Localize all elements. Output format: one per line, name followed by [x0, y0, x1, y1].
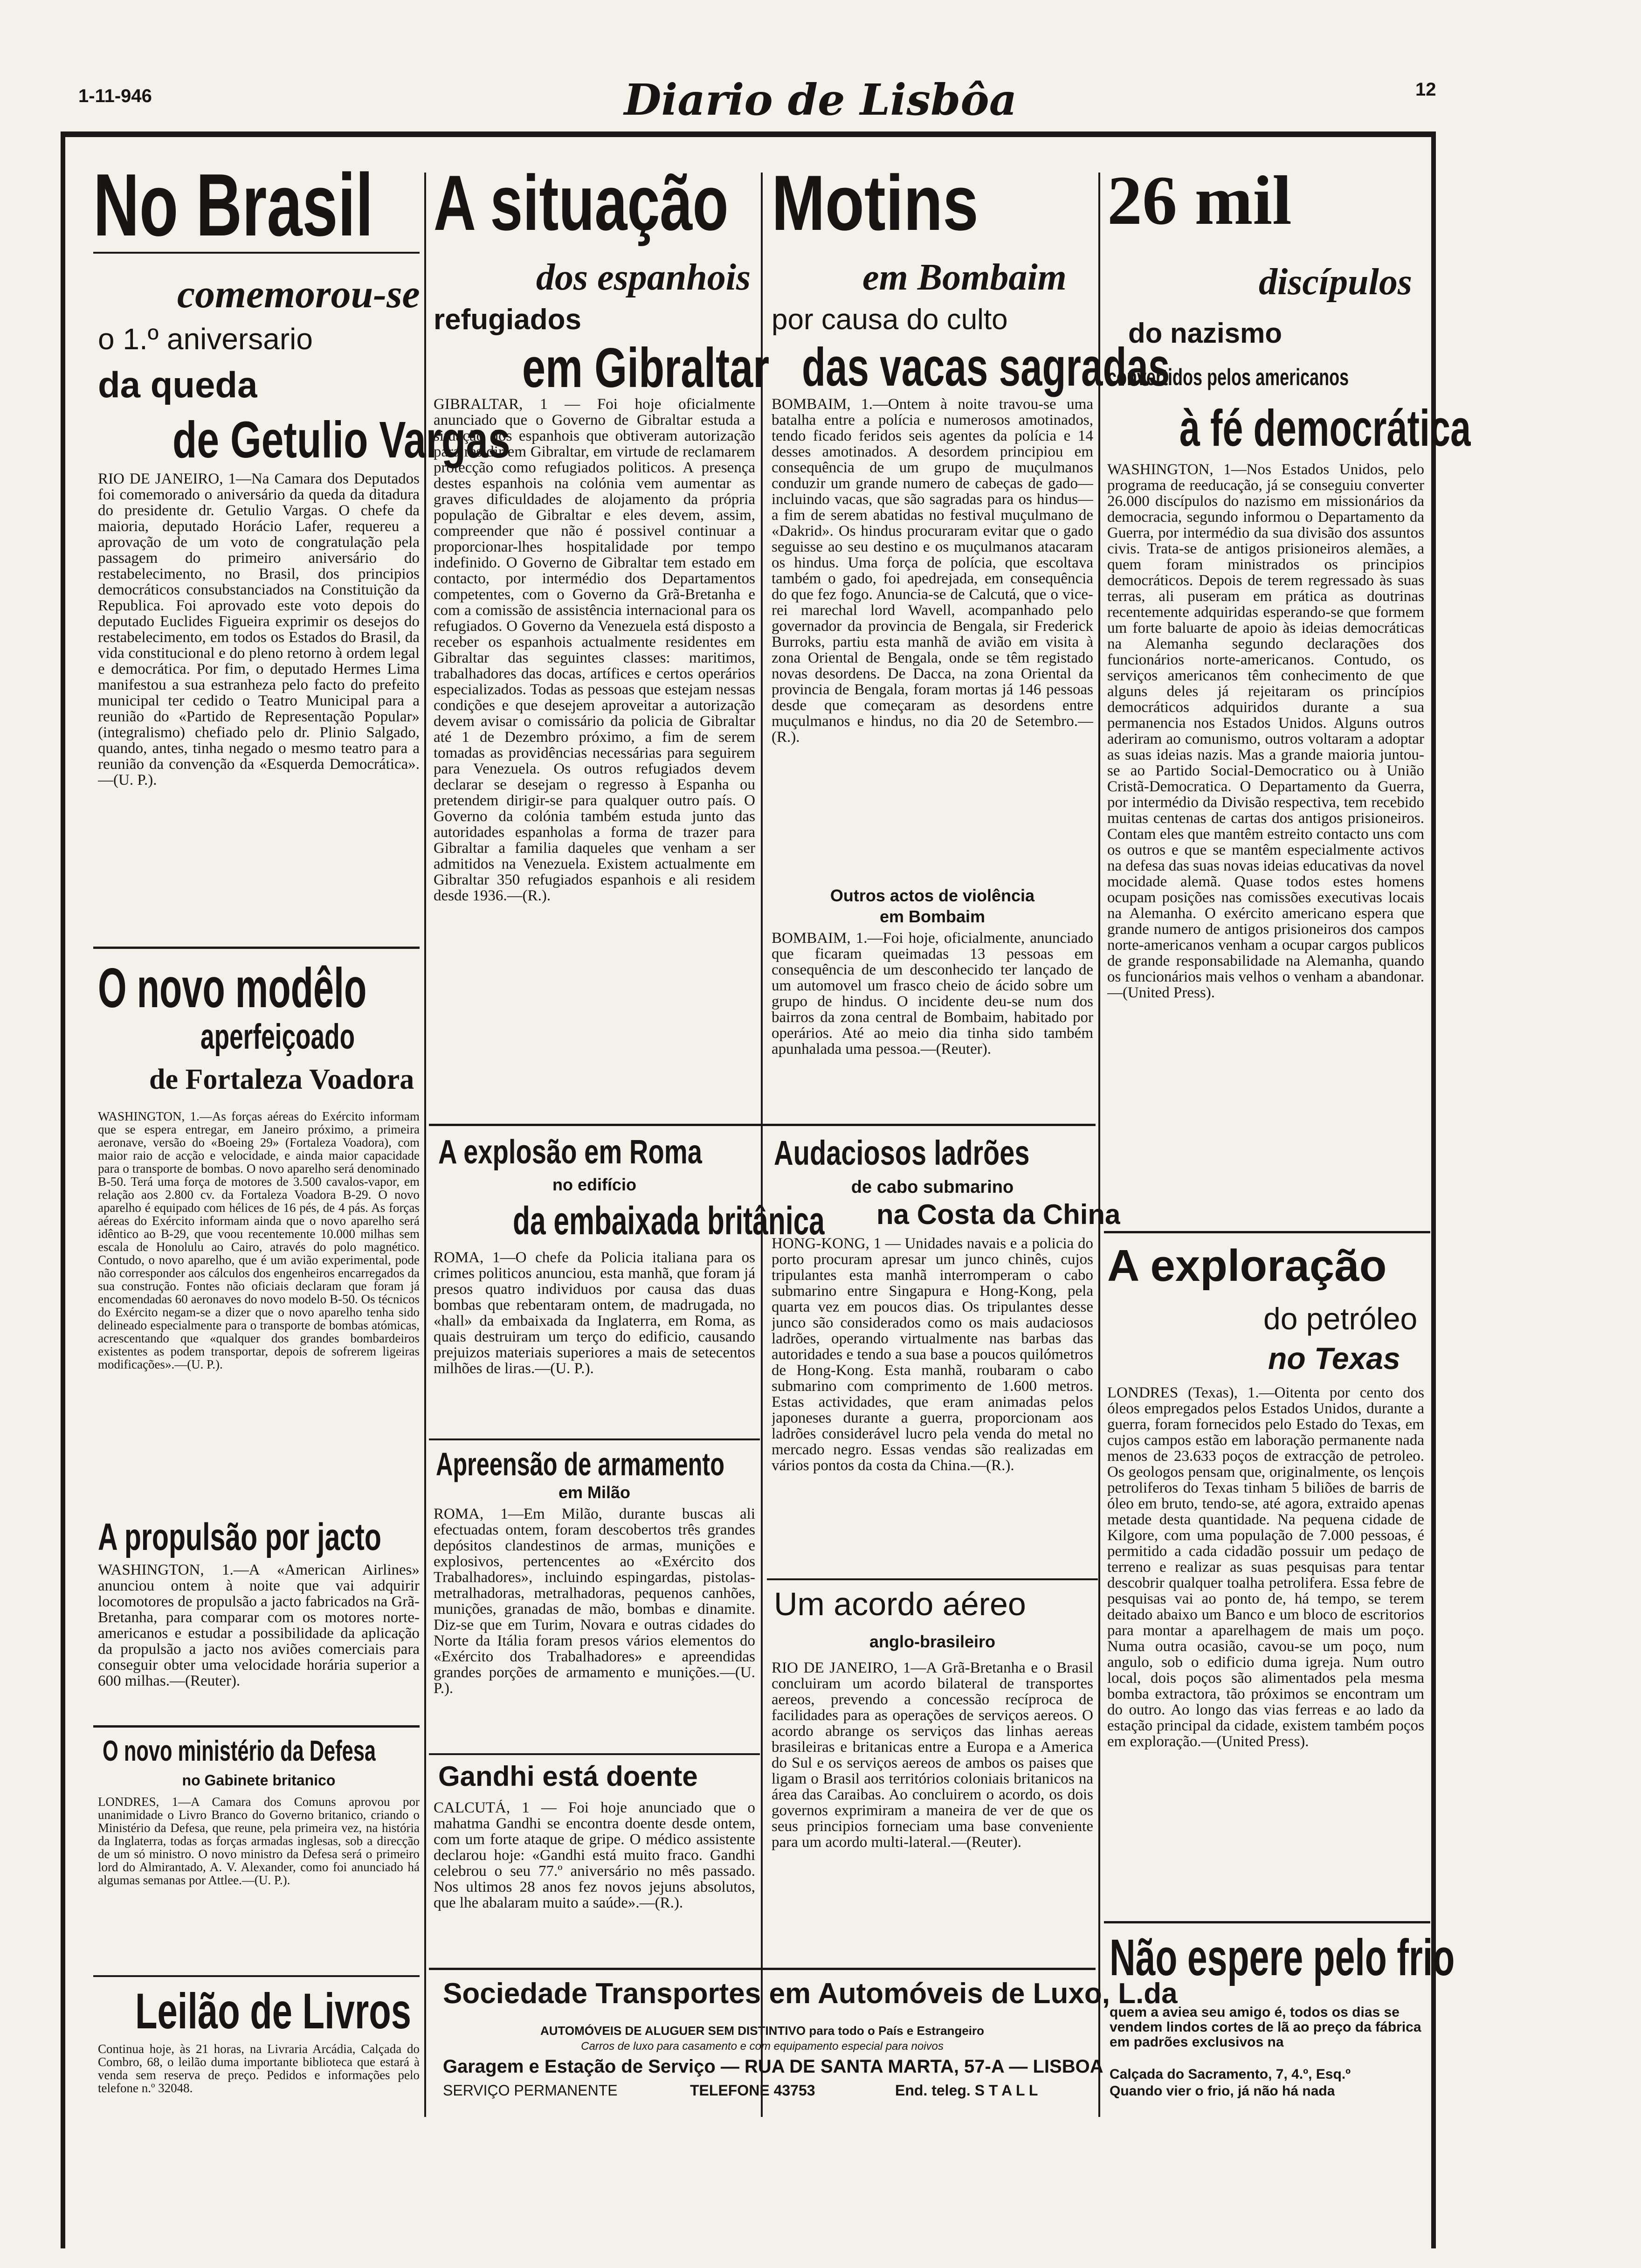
frio-headline: Não espere pelo frio	[1110, 1929, 1455, 1986]
ladroes-subhead-2: na Costa da China	[876, 1199, 1121, 1230]
propulsao-article-body: WASHINGTON, 1.—A «American Airlines» anunciou ontem à noite que vai adquirir locomotores de propulsão a jacto fabricados na Grã-Bretanha, para comparar com os motores norte-americanos e estudar a possibilidade da aplicação da propulsão a jacto nos aviões comerciais para conseguir obter uma velocidade horária superior a 600 milhas.—(Reuter).	[98, 1562, 420, 1689]
newspaper-title: Diario de Lisbôa	[624, 75, 1017, 125]
ladroes-headline: Audaciosos ladrões	[774, 1134, 1030, 1172]
fortaleza-article-body: WASHINGTON, 1.—As forças aéreas do Exército informam que se espera entregar, em Janeiro próximo, a primeira aeronave, versão do «Boeing 29» (Fortaleza Voadora), com maior raio de acção e velocidade, e ainda maior capacidade para o transporte de bombas. O novo aparelho será denominado B-50. Terá uma força de motores de 3.500 cavalos-vapor, em relação aos 2.800 cv. da Fortaleza Voadora B-29. O novo aparelho é equipado com hélices de 16 pés, de 4 pás. As forças aéreas do Exército informam ainda que o novo aparelho será idêntico ao B-29, que voou recentemente 10.000 milhas sem escala de Honolulu ao Cairo, através do polo magnético. Contudo, o novo aparelho, que é um avião experimental, pode não corresponder aos cálculos dos engenheiros encarregados da sua construção. Fontes não oficiais declaram que foram já encomendadas 60 aeronaves do novo modelo B-50. Os técnicos do Exército negam-se a dizer que o novo aparelho tenha sido delineado especialmente para o transporte de bombas atómicas, acrescentando que «qualquer dos grandes bombardeiros existentes as podem transportar, depois de sofrerem ligeiras modificações».—(U. P.).	[98, 1110, 420, 1371]
petroleo-subhead-2: no Texas	[1268, 1341, 1400, 1376]
leilao-headline: Leilão de Livros	[135, 1983, 412, 2039]
nazismo-headline: 26 mil	[1107, 162, 1292, 239]
frio-address: Calçada do Sacramento, 7, 4.º, Esq.º	[1110, 2067, 1351, 2082]
divider-c1-1	[93, 947, 420, 949]
armamento-headline: Apreensão de armamento	[436, 1446, 725, 1482]
divider-c1-2	[93, 1725, 420, 1728]
nazismo-subhead-4: à fé democrática	[1179, 400, 1471, 457]
divider-c4-1	[1104, 1231, 1430, 1233]
ad-line-1: AUTOMÓVEIS DE ALUGUER SEM DISTINTIVO para todo o País e Estrangeiro	[540, 2024, 985, 2038]
motins-kicker-2: em Bombaim	[879, 907, 986, 926]
motins-kicker-1: Outros actos de violência	[830, 886, 1035, 905]
frame-left-rule	[61, 131, 65, 2248]
nazismo-subhead-1: discípulos	[1259, 262, 1412, 303]
frio-body: quem a aviea seu amigo é, todos os dias se vendem lindos cortes de lã ao preço da fábrica em padrões exclusivos na	[1110, 2005, 1421, 2050]
divider-c3-1	[767, 1578, 1098, 1580]
brasil-headline: No Brasil	[93, 159, 373, 252]
gibraltar-headline: A situação	[434, 159, 729, 247]
roma-subhead-1: no edifício	[552, 1175, 636, 1194]
brasil-subhead-1: comemorou-se	[177, 271, 420, 316]
brasil-article-body: RIO DE JANEIRO, 1—Na Camara dos Deputados foi comemorado o aniversário da queda da ditadura do presidente dr. Getulio Vargas. O chefe da maioria, deputado Horácio Lafer, requereu a aprovação de um voto de congratulação pela passagem do primeiro aniversário do restabelecimento, no Brasil, dos principios democráticos consubstanciados na Constituição da Republica. Foi aprovado este voto depois do deputado Euclides Figueira exprimir os desejos do restabelecimento, em todos os Estados do Brasil, da vida constitucional e do pleno retorno à ordem legal e democrática. Por fim, o deputado Hermes Lima manifestou a sua estranheza pelo facto do prefeito municipal ter cedido o Teatro Municipal para a reunião do «Partido de Representação Popular» (integralismo) chefiado pelo dr. Plinio Salgado, quando, antes, tinha negado o mesmo teatro para a reunião da convenção da «Esquerda Democrática».—(U. P.).	[98, 471, 420, 788]
nazismo-subhead-2: do nazismo	[1128, 318, 1282, 349]
motins-subhead-3: das vacas sagradas	[802, 337, 1170, 397]
fortaleza-headline: O novo modêlo	[98, 957, 367, 1019]
fortaleza-subhead-1: aperfeiçoado	[200, 1017, 355, 1057]
ladroes-article-body: HONG-KONG, 1 — Unidades navais e a policia do porto procuram apresar um junco chinês, cujos tripulantes esta manhã interromperam o cabo submarino entre Singapura e Hong-Kong, pela quarta vez em poucos dias. Os tripulantes desse junco são considerados como os mais audaciosos ladrões, operando virtualmente nas barbas das autoridades e tendo a sua base a poucos quilómetros de Hong-Kong. Esta manhã, roubaram o cabo submarino com comprimento de 1.600 metros. Estas actividades, que eram animadas pelos japoneses durante a guerra, proporcionam aos ladrões considerável lucro pela venda do metal no mercado negro. Essas vendas são realizadas em vários pontos da costa da China.—(R.).	[772, 1236, 1093, 1474]
brasil-headline-rule	[93, 252, 420, 254]
nazismo-subhead-3: convertidos pelos americanos	[1107, 364, 1349, 390]
propulsao-headline: A propulsão por jacto	[98, 1516, 381, 1558]
acordo-headline: Um acordo aéreo	[774, 1586, 1026, 1622]
divider-c1-3	[93, 1975, 420, 1977]
roma-article-body: ROMA, 1—O chefe da Policia italiana para os crimes politicos anunciou, esta manhã, que foram já presos quatro individuos por causa das duas bombas que rebentaram ontem, de madrugada, no «hall» da embaixada da Inglaterra, em Roma, as quais destruiram um terço do edificio, causando prejuizos materiais superiores a mais de setecentos milhões de liras.—(U. P.).	[434, 1250, 755, 1377]
ad-company-name: Sociedade Transportes em Automóveis de Luxo, L.da	[443, 1978, 1178, 2010]
roma-headline: A explosão em Roma	[438, 1134, 702, 1171]
gibraltar-subhead-1: dos espanhois	[536, 257, 751, 298]
brasil-subhead-3: da queda	[98, 364, 258, 405]
petroleo-subhead-1: do petróleo	[1263, 1301, 1418, 1336]
gandhi-article-body: CALCUTÁ, 1 — Foi hoje anunciado que o mahatma Gandhi se encontra doente desde ontem, com um forte ataque de gripe. O médico assistente declarou hoje: «Gandhi está muito fraco. Gandhi celebrou o seu 77.º aniversário no mês passado. Nos ultimos 28 anos fez novos jejuns absolutos, que lhe abalaram muito a saúde».—(R.).	[434, 1800, 755, 1911]
petroleo-headline: A exploração	[1107, 1241, 1387, 1291]
motins-subhead-2: por causa do culto	[772, 304, 1008, 336]
acordo-article-body: RIO DE JANEIRO, 1—A Grã-Bretanha e o Brasil concluiram um acordo bilateral de transportes aereos, prevendo a concessão recíproca de facilidades para as operações de serviços aereos. O acordo abrange os serviços das linhas aereas brasileiras e britanicas entre a Europa e a America do Sul e os serviços aereos de ambos os paises que ligam o Brasil aos territórios coloniais britanicos na área das Caraibas. Ao concluirem o acordo, os dois governos exprimiram a maneira de ver de que os seus principios forneciam uma base conveniente para um acordo multi-lateral.—(Reuter).	[772, 1660, 1093, 1851]
defesa-subhead: no Gabinete britanico	[182, 1772, 336, 1789]
ad-phone: TELEFONE 43753	[690, 2082, 815, 2099]
brasil-subhead-4: de Getulio Vargas	[172, 411, 510, 469]
divider-c2-3	[429, 1753, 760, 1755]
brasil-subhead-2: o 1.º aniversario	[98, 322, 313, 356]
motins-headline: Motins	[772, 159, 979, 247]
divider-c2-2	[429, 1438, 760, 1440]
roma-subhead-2: da embaixada britânica	[513, 1199, 825, 1243]
ad-top-rule	[429, 1968, 1096, 1970]
gandhi-headline: Gandhi está doente	[438, 1761, 698, 1792]
nazismo-article-body: WASHINGTON, 1—Nos Estados Unidos, pelo programa de reeducação, já se conseguiu converter 26.000 discípulos do nazismo em missionários da democracia, segundo informou o Departamento da Guerra, por intermédio da sua divisão dos assuntos civis. Trata-se de antigos prisioneiros alemães, a quem foram ministrados os principios democráticos. Depois de terem regressado às suas terras, ali puseram em prática as doutrinas recentemente adquiridas esperando-se que formem um forte baluarte de apoio às ideias democráticas na Alemanha segundo declarações dos funcionários norte-americanos. Contudo, os serviços americanos têm conhecimento de que alguns deles já rejeitaram os princípios democráticos adquiridos durante a sua permanencia nos Estados Unidos. Alguns outros aderiram ao comunismo, outros voltaram a adoptar as suas ideias nazis. Mas a grande maioria juntou-se ao Partido Social-Democratico ou à União Cristã-Democratica. O Departamento da Guerra, por intermédio da Divisão respectiva, tem recebido muitas centenas de cartas dos antigos prisioneiros. Contam eles que mantêm estreito contacto uns com os outros e que se mantêm especialmente activos na defesa das suas novas ideias educativas da novel mocidade alemã. Quase todos estes homens ocupam posições nas comissões executivas locais na Alemanha. O exército americano espera que grande numero de antigos prisioneiros dos campos norte-americanos venham a ocupar cargos publicos de grande responsabilidade na Alemanha, quando os funcionários mais velhos o venham a abandonar.—(United Press).	[1107, 462, 1424, 1001]
ladroes-subhead-1: de cabo submarino	[851, 1177, 1014, 1197]
defesa-headline: O novo ministério da Defesa	[103, 1735, 376, 1767]
armamento-subhead: em Milão	[558, 1483, 631, 1502]
ad-line-3: Garagem e Estação de Serviço — RUA DE SANTA MARTA, 57-A — LISBOA	[443, 2056, 1103, 2077]
motins-article-body: BOMBAIM, 1.—Ontem à noite travou-se uma batalha entre a polícia e numerosos amotinados, tendo ficado feridos seis agentes da polícia e 14 desses amotinados. A desordem principiou em consequência de um grupo de muçulmanos conduzir um grande numero de cabeças de gado—incluindo vacas, que são sagradas para os hindus—a fim de serem abatidas no festival muçulmano de «Dakrid». Os hindus procuraram evitar que o gado seguisse ao seu destino e os muçulmanos atacaram os hindus. Uma força de polícia, que escoltava também o gado, foi apedrejada, em consequência do que fez fogo. Anuncia-se de Calcutá, que o vice-rei marechal lord Wavell, acompanhado pelo governador da provincia de Bengala, sir Frederick Burroks, partiu esta manhã de avião em visita à zona Oriental de Bengala, onde se têm registado novas desordens. De Dacca, na zona Oriental da provincia de Bengala, foram mortas já 146 pessoas desde que começaram as desordens entre muçulmanos e hindus, no dia 20 de Setembro.—(R.).	[772, 396, 1093, 746]
petroleo-article-body: LONDRES (Texas), 1.—Oitenta por cento dos óleos empregados pelos Estados Unidos, durante a guerra, foram fornecidos pelo Estado do Texas, em cujos campos estão em laboração permanente nada menos de 23.633 poços de extracção de petroleo. Os geologos pensam que, originalmente, os lençois petroliferos do Texas tinham 5 biliões de barris de óleo em bruto, tendo-se, até agora, extraido apenas metade desta quantidade. Na pequena cidade de Kilgore, com uma população de 7.000 pessoas, é permitido a cada cidadão possuir um pedaço de terreno e realizar as suas pesquisas para tentar descobrir qualquer toalha petrolifera. Essa febre de pesquisas vai ao ponto de, há tempo, se terem deitado abaixo um Banco e um bloco de escritorios para montar a aparelhagem de mais um poço. Numa outra ocasião, cavou-se um poço, num angulo, sob o edificio duma igreja. Num outro local, dois poços são alimentados pela mesma bomba extractora, tão próximos se encontram um do outro. Ao longo das vias ferreas e ao lado da estação principal da cidade, existem também poços em exploração.—(United Press).	[1107, 1385, 1424, 1750]
column-rule-2	[761, 173, 763, 2117]
ad-line-2: Carros de luxo para casamento e com equipamento especial para noivos	[581, 2040, 944, 2053]
gibraltar-subhead-2: refugiados	[434, 304, 581, 336]
ad-service: SERVIÇO PERMANENTE	[443, 2082, 618, 2099]
acordo-subhead: anglo-brasileiro	[869, 1632, 996, 1651]
gibraltar-article-body: GIBRALTAR, 1 — Foi hoje oficialmente anunciado que o Governo de Gibraltar estuda a situação dos espanhois que obtiveram autorização para residir em Gibraltar, em virtude de reclamarem protecção como refugiados politicos. A presença destes espanhois na colónia vem aumentar as graves dificuldades de alojamento da própria população de Gibraltar e eles devem, assim, compreender que não é possivel continuar a proporcionar-lhes hospitalidade por tempo indefinido. O Governo de Gibraltar tem estado em contacto, por intermédio dos Departamentos competentes, com o Governo da Grã-Bretanha e com a comissão de assistência internacional para os refugiados. O Governo da Venezuela está disposto a receber os espanhois actualmente residentes em Gibraltar das seguintes classes: maritimos, trabalhadores das docas, artífices e certos operários especializados. Todas as pessoas que estejam nessas condições e que desejem aproveitar a autorização devem avisar o comissário da policia de Gibraltar até 1 de Dezembro próximo, a fim de serem tomadas as providências necessárias para seguirem para Venezuela. Os outros refugiados devem declarar se desejam o regresso à Espanha ou pretendem dirigir-se para qualquer outro país. O Governo da colónia também estuda junto das autoridades espanholas a forma de trazer para Gibraltar a familia daqueles que venham a ser admitidos na Venezuela. Existem actualmente em Gibraltar 350 refugiados espanhois e ali residem desde 1936.—(R.).	[434, 396, 755, 904]
page-number: 12	[1415, 79, 1436, 100]
fortaleza-subhead-2: de Fortaleza Voadora	[149, 1064, 414, 1095]
motins-article-body-2: BOMBAIM, 1.—Foi hoje, oficialmente, anunciado que ficaram queimadas 13 pessoas em consequência de um desconhecido ter lançado de um automovel um frasco cheio de ácido sobre um grupo de hindus. O incidente deu-se num dos bairros da zona central de Bombaim, habitado por operários. Até ao meio dia tinha sido também apunhalada uma pessoa.—(Reuter).	[772, 930, 1093, 1058]
issue-date: 1-11-946	[78, 86, 152, 106]
leilao-article-body: Continua hoje, às 21 horas, na Livraria Arcádia, Calçada do Combro, 68, o leilão duma importante biblioteca que estará à venda sem reserva de preço. Pedidos e informações pelo telefone n.º 32048.	[98, 2042, 420, 2095]
motins-subhead-1: em Bombaim	[862, 257, 1067, 298]
armamento-article-body: ROMA, 1—Em Milão, durante buscas ali efectuadas ontem, foram descobertos três grandes depósitos clandestinos de armas, munições e explosivos, pertencentes ao «Exército dos Trabalhadores», incluindo espingardas, pistolas-metralhadoras, metralhadoras, pequenos canhões, munições, granadas de mão, bombas e dinamite. Diz-se que em Turim, Novara e outras cidades do Norte da Itália foram presos vários elementos do «Exército dos Trabalhadores» e apreendidas grandes porções de armamento e munições.—(U. P.).	[434, 1506, 755, 1697]
frame-top-rule	[61, 131, 1436, 137]
defesa-article-body: LONDRES, 1—A Camara dos Comuns aprovou por unanimidade o Livro Branco do Governo britanico, criando o Ministério da Defesa, que reune, pela primeira vez, na história da Inglaterra, todas as forças armadas inglesas, sob a direcção de um só ministro. O novo ministro da Defesa será o primeiro lord do Almirantado, A. V. Alexander, como foi anunciado há algumas semanas por Attlee.—(U. P.).	[98, 1795, 420, 1887]
column-rule-3	[1098, 173, 1100, 2117]
frio-tail: Quando vier o frio, já não há nada	[1110, 2083, 1335, 2099]
divider-c4-2	[1104, 1921, 1430, 1923]
ad-telegraph: End. teleg. S T A L L	[895, 2082, 1038, 2099]
gibraltar-subhead-3: em Gibraltar	[522, 337, 770, 399]
divider-c2-1	[429, 1124, 1096, 1126]
